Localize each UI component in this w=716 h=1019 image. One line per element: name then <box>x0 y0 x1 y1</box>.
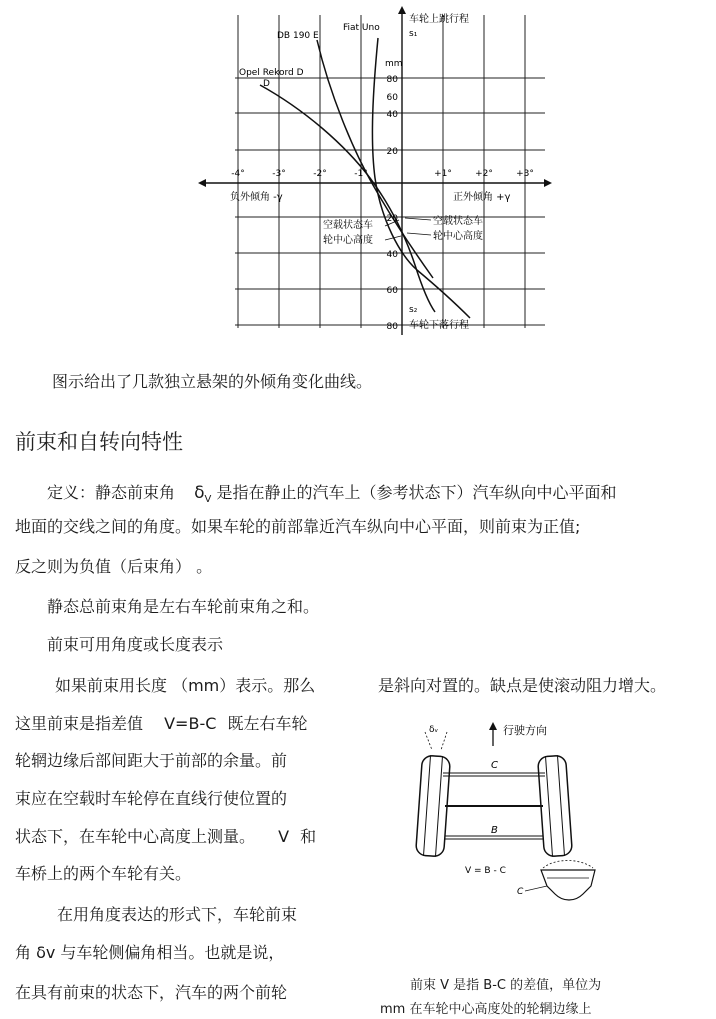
figure2-caption-line-2: mm 在车轮中心高度处的轮辋边缘上 <box>380 1002 592 1017</box>
x-tick-label: +3° <box>516 169 534 179</box>
angle-line-2: 角 δv 与车轮侧偏角相当。也就是说， <box>15 943 285 962</box>
length-line-2 <box>15 711 308 734</box>
y-tick-label: 20 <box>386 214 398 224</box>
x-tick-label: -2° <box>313 169 327 179</box>
label-b: B <box>491 825 498 836</box>
annotation-right: 空载状态车 <box>433 216 483 227</box>
y-tick-label: 40 <box>386 250 398 260</box>
angle-line-3: 在具有前束的状态下，汽车的两个前轮 <box>15 983 288 1002</box>
length-line-1: 如果前束用长度 （mm）表示。那么 <box>55 676 316 695</box>
x-tick-label: -3° <box>272 169 286 179</box>
length-line-5-b: 和 <box>300 827 317 846</box>
y-tick-label: 80 <box>386 322 398 332</box>
toe-diagram <box>395 718 620 918</box>
y-ticks <box>387 75 399 332</box>
x-tick-label: -1° <box>354 169 368 179</box>
length-line-3: 轮辋边缘后部间距大于前部的余量。前 <box>15 751 288 770</box>
y-tick-label: 60 <box>386 93 398 103</box>
series-label-opel-d: D <box>263 79 270 89</box>
y-tick-label: 20 <box>386 147 398 157</box>
length-line-4: 束应在空载时车轮停在直线行使位置的 <box>15 789 288 808</box>
definition-line-1 <box>47 480 616 505</box>
formula-vbc: V=B-C <box>164 714 217 733</box>
definition-text-b: 是指在静止的汽车上（参考状态下）汽车纵向中心平面和 <box>216 483 617 502</box>
y-tick-label: 40 <box>386 110 398 120</box>
curve-opel <box>260 85 435 312</box>
x-tick-label: +1° <box>434 169 452 179</box>
bottom-axis-symbol: s₂ <box>409 305 418 315</box>
series-label-opel: Opel Rekord D <box>239 68 304 78</box>
x-ticks <box>231 169 534 179</box>
length-line-2-a: 这里前束是指差值 <box>15 714 144 733</box>
annotation-left: 空载状态车 <box>323 220 373 231</box>
x-tick-label: +2° <box>475 169 493 179</box>
top-axis-label: 车轮上跳行程 <box>409 14 469 25</box>
length-line-5 <box>15 824 316 847</box>
series-label-fiat: Fiat Uno <box>343 23 380 33</box>
annotation-left: 轮中心高度 <box>323 235 373 246</box>
total-toe-line: 静态总前束角是左右车轮前束角之和。 <box>47 597 320 616</box>
top-axis-symbol: s₁ <box>409 29 418 39</box>
figure2-caption-line-1: 前束 V 是指 B-C 的差值，单位为 <box>410 978 602 993</box>
series-label-db190e: DB 190 E <box>277 31 319 41</box>
toe-expression-line: 前束可用角度或长度表示 <box>47 635 224 654</box>
length-line-5-a: 状态下，在车轮中心高度上测量。 <box>15 827 256 846</box>
formula-label: V = B - C <box>465 866 506 876</box>
definition-text-a: 定义：静态前束角 <box>47 483 176 502</box>
left-axis-label: 负外倾角 -γ <box>230 192 283 203</box>
delta-symbol: δ <box>194 483 205 503</box>
label-c-rim: C <box>517 887 524 897</box>
definition-line-3: 反之则为负值（后束角） 。 <box>15 557 213 576</box>
delta-subscript: V <box>204 494 212 506</box>
symbol-v: V <box>278 827 290 846</box>
camber-chart <box>195 0 560 345</box>
label-c: C <box>491 760 498 771</box>
length-line-6: 车桥上的两个车轮有关。 <box>15 864 192 883</box>
right-axis-label: 正外倾角 +γ <box>453 192 511 203</box>
y-unit: mm <box>385 59 403 69</box>
bottom-axis-label: 车轮下落行程 <box>409 320 469 331</box>
length-right-line: 是斜向对置的。缺点是使滚动阻力增大。 <box>378 676 667 695</box>
figure1-caption: 图示给出了几款独立悬架的外倾角变化曲线。 <box>52 372 373 391</box>
rim-section <box>541 870 595 900</box>
direction-label: 行驶方向 <box>503 724 547 737</box>
section-title: 前束和自转向特性 <box>15 430 183 454</box>
definition-line-2: 地面的交线之间的角度。如果车轮的前部靠近汽车纵向中心平面，则前束为正值; <box>15 517 581 536</box>
length-line-2-b: 既左右车轮 <box>227 714 308 733</box>
y-tick-label: 80 <box>386 75 398 85</box>
annotation-right: 轮中心高度 <box>433 231 483 242</box>
x-tick-label: -4° <box>231 169 245 179</box>
delta-v-label: δᵥ <box>429 725 439 735</box>
angle-line-1: 在用角度表达的形式下，车轮前束 <box>57 905 298 924</box>
y-tick-label: 60 <box>386 286 398 296</box>
